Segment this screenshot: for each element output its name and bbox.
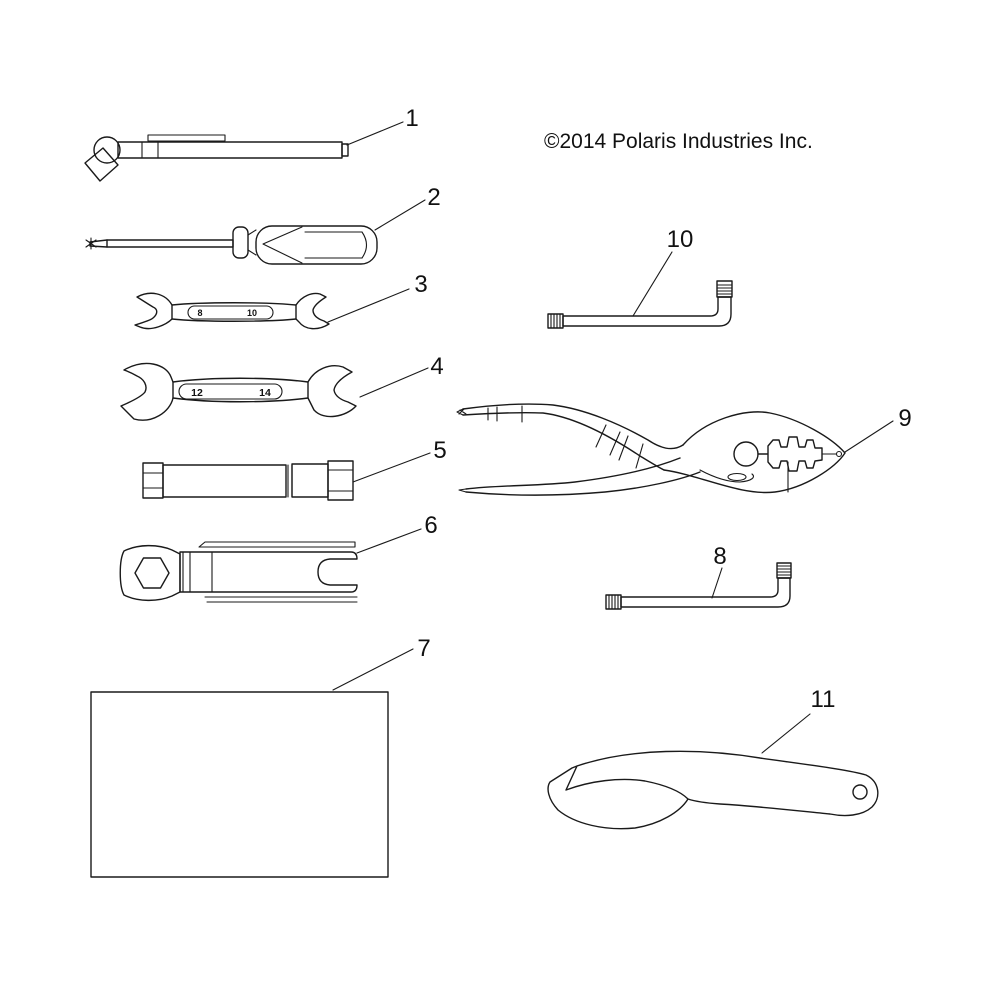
tool-6-bottom-strip xyxy=(205,597,357,602)
tool-4-right-jaw xyxy=(308,366,356,417)
tool-11-hook-lever xyxy=(548,751,878,828)
callout-11: 11 xyxy=(810,686,836,713)
leader-5 xyxy=(353,453,430,482)
tool-3-left-jaw xyxy=(135,293,172,328)
tool-9-tip-dot xyxy=(837,452,842,457)
tool-9-pliers xyxy=(457,404,845,495)
leader-1 xyxy=(347,122,403,145)
tool-6-spanner-tool xyxy=(120,542,357,602)
tool-9-pivot xyxy=(734,442,758,466)
tool-2-screwdriver xyxy=(86,226,377,264)
callout-numbers xyxy=(405,105,911,713)
tool-8-top-tip xyxy=(777,563,791,578)
leader-2 xyxy=(375,200,425,230)
tool-8-body xyxy=(621,578,790,607)
tool-7-manual-outline xyxy=(91,692,388,877)
leader-6 xyxy=(357,529,421,553)
leader-9 xyxy=(845,421,893,452)
tool-6-details xyxy=(183,552,212,592)
tool-10-top-splines xyxy=(717,285,732,294)
tool-7-owners-manual xyxy=(91,692,388,877)
callout-2: 2 xyxy=(427,184,441,211)
tool-2-neck xyxy=(248,230,256,255)
tool-9-head xyxy=(664,412,845,493)
tool-2-phillips-tip xyxy=(86,238,96,249)
tool-2-handle-wedge xyxy=(263,227,302,263)
tool-3-wrench-8-10 xyxy=(135,293,329,328)
tool-1-end-cap xyxy=(342,144,348,156)
tool-5-right-facets xyxy=(328,470,353,491)
tool-3-size-right: 10 xyxy=(246,308,258,318)
tool-1-plug-wrench-handle xyxy=(85,135,348,181)
tool-8-top-splines xyxy=(777,566,791,575)
tool-9-jaw-tip xyxy=(457,409,466,415)
tool-2-ferrule xyxy=(233,227,248,258)
tool-9-crimp-teeth xyxy=(758,437,822,471)
copyright-text: ©2014 Polaris Industries Inc. xyxy=(544,130,813,153)
tool-8-torx-key xyxy=(606,563,791,609)
callout-5: 5 xyxy=(433,437,447,464)
leader-3 xyxy=(328,289,409,322)
tool-6-top-strip xyxy=(199,542,355,547)
tool-8-left-splines xyxy=(609,595,618,609)
tool-4-left-jaw xyxy=(121,364,173,421)
tool-3-size-left: 8 xyxy=(197,308,203,318)
tool-9-handle-tip xyxy=(459,489,466,492)
tool-5-left-facets xyxy=(143,473,163,488)
tool-5-body xyxy=(163,465,286,497)
tool-2-shaft xyxy=(107,240,233,247)
tool-2-grip-lines xyxy=(305,232,367,258)
tool-5-left-hex xyxy=(143,463,163,498)
tool-6-hex-hole xyxy=(135,558,169,588)
tool-9-lower-handle-bottom xyxy=(466,472,700,495)
callout-1: 1 xyxy=(405,105,419,132)
callout-10: 10 xyxy=(666,226,694,253)
tool-6-body-fork xyxy=(180,552,357,592)
tool-10-body xyxy=(563,297,731,326)
tool-6-left-lobe xyxy=(120,546,180,601)
tool-9-upper-jaw-bottom xyxy=(463,413,664,470)
tool-9-grip-lines xyxy=(596,425,643,468)
callout-9: 9 xyxy=(898,405,912,432)
callout-8: 8 xyxy=(713,543,727,570)
tool-11-outline xyxy=(548,751,878,828)
leader-4 xyxy=(360,368,428,397)
leader-8 xyxy=(712,568,722,598)
tool-10-left-tip xyxy=(548,314,563,328)
tool-9-upper-jaw-top xyxy=(463,404,683,449)
tool-1-body xyxy=(118,142,342,158)
leader-10 xyxy=(633,252,672,316)
tool-4-size-right: 14 xyxy=(259,387,271,399)
tool-10-top-tip xyxy=(717,281,732,297)
callout-6: 6 xyxy=(424,512,438,539)
callout-3: 3 xyxy=(414,271,428,298)
tool-10-left-splines xyxy=(551,314,560,328)
tool-4-size-left: 12 xyxy=(191,387,203,399)
tool-9-inner-shadow xyxy=(728,474,746,481)
callout-7: 7 xyxy=(417,635,431,662)
tool-4-wrench-12-14 xyxy=(121,364,356,421)
tool-11-hole xyxy=(853,785,867,799)
tool-9-lower-handle-top xyxy=(466,458,680,489)
tool-8-left-tip xyxy=(606,595,621,609)
leader-11 xyxy=(762,714,810,753)
tool-1-clip xyxy=(148,135,225,141)
tool-1-angled-bit xyxy=(85,148,118,181)
callout-4: 4 xyxy=(430,353,444,380)
tool-5-right-hex xyxy=(328,461,353,500)
leader-7 xyxy=(333,649,413,690)
tool-2-tip-taper xyxy=(90,240,107,247)
tool-5-spark-plug-socket xyxy=(143,461,353,500)
tool-5-body-2 xyxy=(292,464,328,497)
tool-1-swivel-head xyxy=(94,137,120,163)
tool-3-right-jaw xyxy=(296,293,329,328)
